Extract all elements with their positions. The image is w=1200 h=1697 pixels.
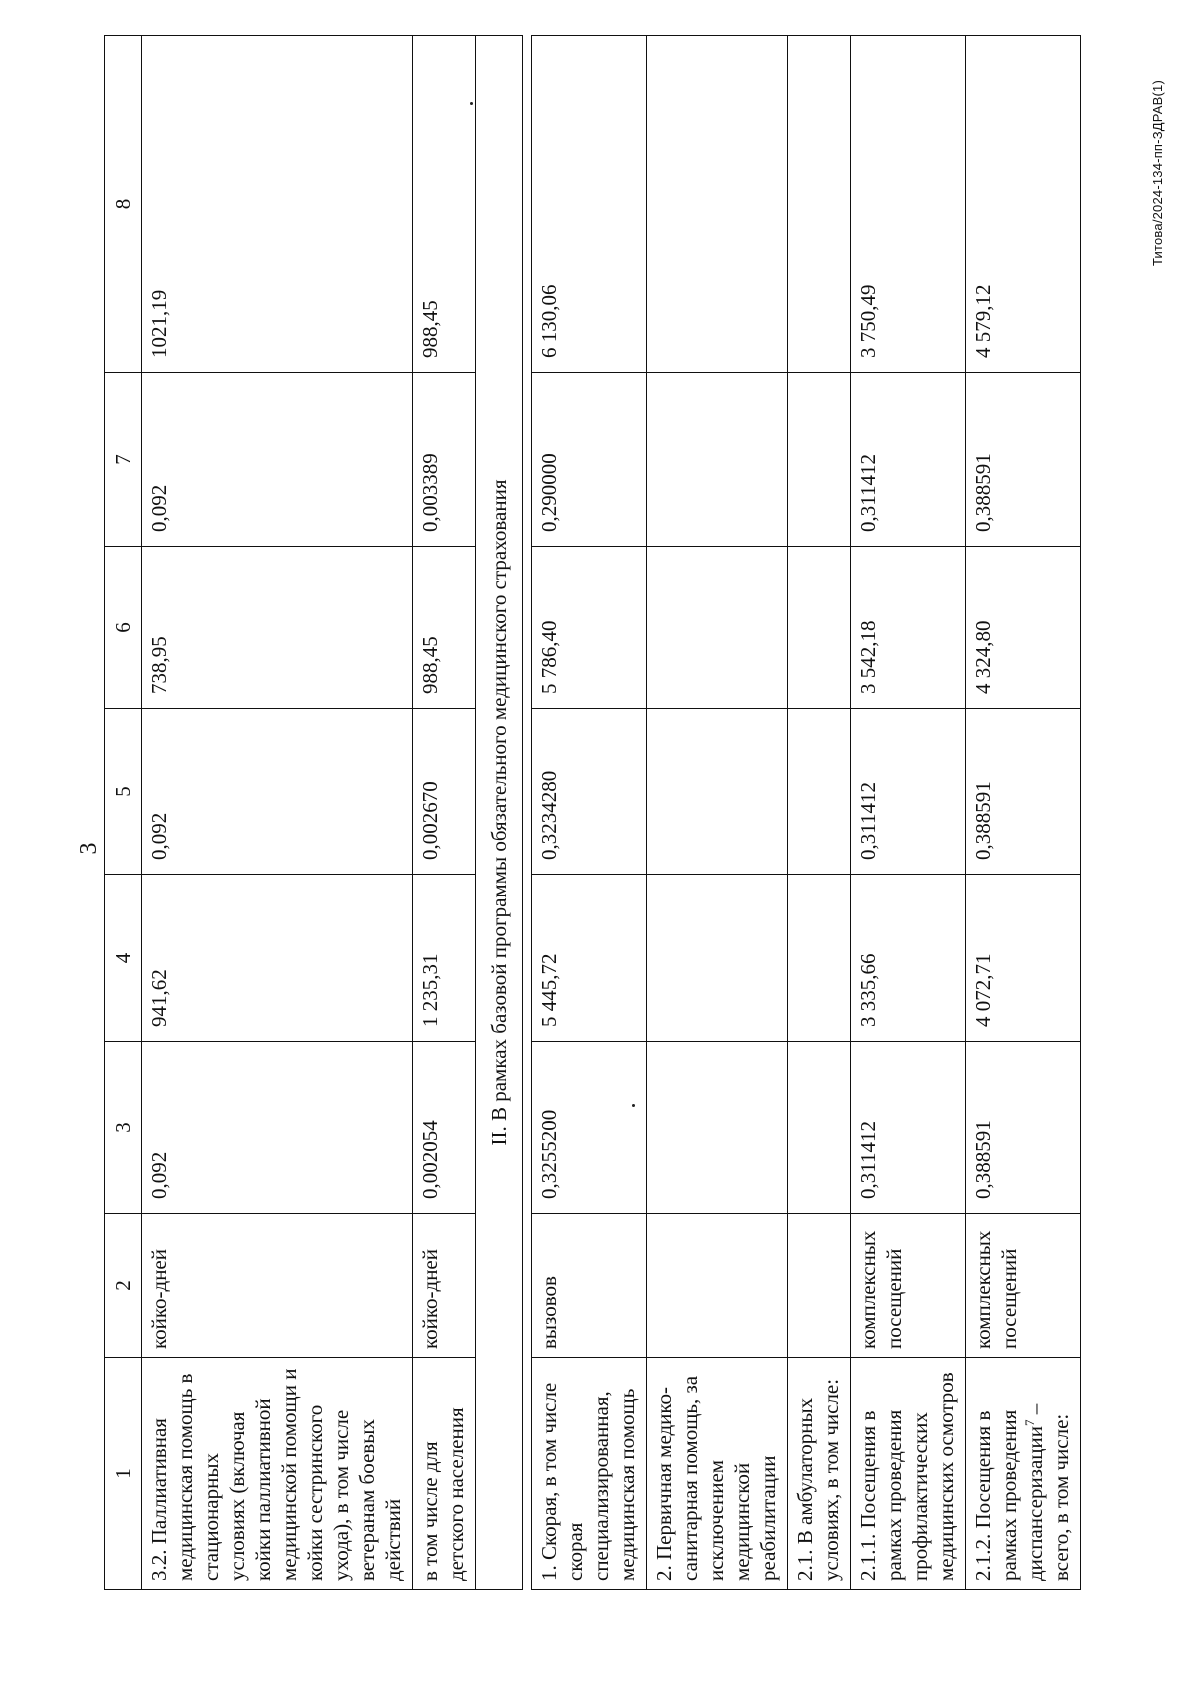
- value-cell: 0,388591: [966, 1042, 1081, 1214]
- table-row: [788, 36, 851, 1590]
- value-cell: [647, 709, 788, 875]
- row-label: 2.1. В амбулаторных условиях, в том числе:: [788, 1358, 851, 1590]
- value-cell: 5 445,72: [532, 875, 647, 1042]
- value-cell: 1 235,31: [413, 875, 476, 1042]
- value-cell: 3 750,49: [851, 36, 966, 373]
- table-row: [851, 36, 966, 1590]
- value-cell: 0,002670: [413, 709, 476, 875]
- scan-speck: [470, 102, 473, 105]
- value-cell: 0,388591: [966, 709, 1081, 875]
- header-cell: 6: [105, 547, 142, 709]
- value-cell: 4 579,12: [966, 36, 1081, 373]
- value-cell: 0,311412: [851, 373, 966, 547]
- table-row: [532, 36, 647, 1590]
- value-cell: 0,3255200: [532, 1042, 647, 1214]
- unit-cell: комплексных посещений: [966, 1214, 1081, 1358]
- value-cell: 988,45: [413, 547, 476, 709]
- value-cell: 0,311412: [851, 709, 966, 875]
- value-cell: [788, 875, 851, 1042]
- value-cell: 0,3234280: [532, 709, 647, 875]
- table-row: [966, 36, 1081, 1590]
- section-row: [476, 36, 523, 1590]
- scan-speck: [632, 1104, 635, 1107]
- value-cell: 4 324,80: [966, 547, 1081, 709]
- value-cell: [788, 36, 851, 373]
- value-cell: [788, 1042, 851, 1214]
- value-cell: [788, 547, 851, 709]
- row-label: [966, 1358, 1081, 1590]
- value-cell: 4 072,71: [966, 875, 1081, 1042]
- header-cell: 4: [105, 875, 142, 1042]
- header-cell: 5: [105, 709, 142, 875]
- value-cell: 3 335,66: [851, 875, 966, 1042]
- unit-cell: комплексных посещений: [851, 1214, 966, 1358]
- row-label: 1. Скорая, в том числе скорая специализированная, медицинская помощь: [532, 1358, 647, 1590]
- value-cell: [788, 373, 851, 547]
- section-title: II. В рамках базовой программы обязательного медицинского страхования: [476, 36, 523, 1590]
- value-cell: 941,62: [142, 875, 413, 1042]
- table-row: [647, 36, 788, 1590]
- row-label: в том числе для детского населения: [413, 1358, 476, 1590]
- value-cell: [647, 547, 788, 709]
- value-cell: 0,092: [142, 373, 413, 547]
- value-cell: 0,002054: [413, 1042, 476, 1214]
- value-cell: 3 542,18: [851, 547, 966, 709]
- footnote-mark: 7: [1022, 1419, 1037, 1426]
- tariff-table: [104, 35, 1081, 1590]
- value-cell: 0,092: [142, 709, 413, 875]
- header-row: [105, 36, 142, 1590]
- row-label-text: 2.1.2. Посещения в рамках проведения диспансеризации: [971, 1409, 1047, 1581]
- value-cell: 5 786,40: [532, 547, 647, 709]
- value-cell: 0,092: [142, 1042, 413, 1214]
- row-label: 2.1.1. Посещения в рамках проведения профилактических медицинских осмотров: [851, 1358, 966, 1590]
- value-cell: 0,003389: [413, 373, 476, 547]
- unit-cell: койко-дней: [413, 1214, 476, 1358]
- header-cell: 1: [105, 1358, 142, 1590]
- value-cell: [647, 875, 788, 1042]
- value-cell: [788, 709, 851, 875]
- unit-cell: вызовов: [532, 1214, 647, 1358]
- header-cell: 7: [105, 373, 142, 547]
- table-row: [142, 36, 413, 1590]
- header-cell: 2: [105, 1214, 142, 1358]
- value-cell: 988,45: [413, 36, 476, 373]
- value-cell: 738,95: [142, 547, 413, 709]
- value-cell: [647, 1042, 788, 1214]
- value-cell: [647, 373, 788, 547]
- row-label: 2. Первичная медико-санитарная помощь, за исключением медицинской реабилитации: [647, 1358, 788, 1590]
- value-cell: [647, 36, 788, 373]
- row-label: 3.2. Паллиативная медицинская помощь в стационарных условиях (включая койки паллиативной медицинской помощи и койки сестринского ухода), в том числе ветеранам боевых действий: [142, 1358, 413, 1590]
- table-gap: [523, 36, 532, 1590]
- header-cell: 3: [105, 1042, 142, 1214]
- page-number: 3: [76, 842, 102, 855]
- unit-cell: [788, 1214, 851, 1358]
- document-footer: Титова/2024-134-пп-ЗДРАВ(1): [1150, 80, 1165, 267]
- value-cell: 6 130,06: [532, 36, 647, 373]
- row-label-text: – всего, в том числе:: [1023, 1403, 1073, 1581]
- unit-cell: койко-дней: [142, 1214, 413, 1358]
- value-cell: 0,311412: [851, 1042, 966, 1214]
- gap-cell: [523, 36, 532, 1590]
- header-cell: 8: [105, 36, 142, 373]
- value-cell: 1021,19: [142, 36, 413, 373]
- value-cell: 0,388591: [966, 373, 1081, 547]
- unit-cell: [647, 1214, 788, 1358]
- table-row: [413, 36, 476, 1590]
- value-cell: 0,290000: [532, 373, 647, 547]
